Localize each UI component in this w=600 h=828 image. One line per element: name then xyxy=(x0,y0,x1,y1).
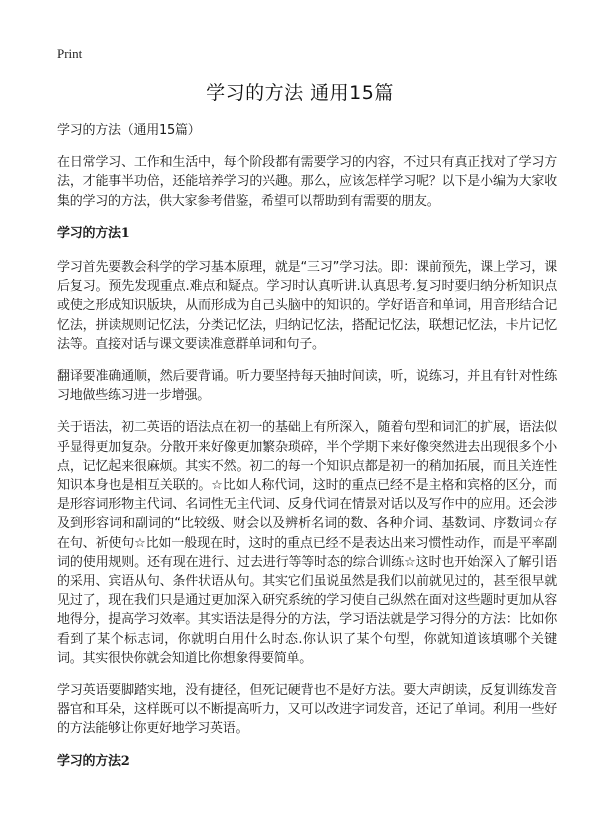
intro-paragraph: 在日常学习、工作和生活中，每个阶段都有需要学习的内容，不过只有真正找对了学习方法，才能事半功倍，还能培养学习的兴趣。那么，应该怎样学习呢？以下是小编为大家收集的学习的方法，供大家参考借鉴，希望可以帮助到有需要的朋友。 xyxy=(57,155,557,209)
article-subtitle: 学习的方法（通用15篇） xyxy=(57,123,201,138)
section-1-paragraph-4: 学习英语要脚踏实地，没有捷径，但死记硬背也不是好方法。要大声朗读，反复训练发音器官和耳朵，这样既可以不断提高听力，又可以改进字词发音，还记了单词。利用一些好的方法能够让你更好地学习英语。 xyxy=(57,683,557,737)
page-title: 学习的方法 通用15篇 xyxy=(206,82,394,104)
section-1-paragraph-3: 关于语法，初二英语的语法点在初一的基础上有所深入，随着句型和词汇的扩展，语法似乎显得更加复杂。分散开来好像更加繁杂琐碎，半个学期下来好像突然进去出现很多个小点，记忆起来很麻烦。其实不然。初二的每一个知识点都是初一的稍加拓展，而且关连性知识本身也是相互关联的。☆比如人称代词，这时的重点已经不是主格和宾格的区分，而是形容词形物主代词、名词性无主代词、反身代词在情景对话以及写作中的应用。还会涉及到形容词和副词的“比较级、财会以及辨析名词的数、各种介词、基数词、序数词☆存在句、祈使句☆比如一般现在时，这时的重点已经不是表达出来习惯性动作，而是平率副词的使用规则。还有现在进行、过去进行等等时态的综合训练☆这时也开始深入了解引语的采用、宾语从句、条件状语从句。其实它们虽说虽然是我们以前就见过的，甚至很早就见过了，现在我们只是通过更加深入研究系统的学习使自己纵然在面对这些题时更加从容地得分，提高学习效率。其实语法是得分的方法，学习语法就是学习得分的方法：比如你看到了某个标志词，你就明白用什么时态.你认识了某个句型，你就知道该填哪个关键词。其实很快你就会知道比你想象得要简单。 xyxy=(57,420,557,666)
section-1-paragraph-1: 学习首先要教会科学的学习基本原理，就是“三习”学习法。即：课前预先，课上学习，课后复习。预先发现重点.难点和疑点。学习时认真听讲.认真思考.复习时要归纳分析知识点或使之形成知识版块，从而形成为自己头脑中的知识的。学好语音和单词，用音形结合记忆法，拼读规则记忆法，分类记忆法，归纳记忆法，搭配记忆法，联想记忆法，卡片记忆法等。直接对话与课文要读准意群单词和句子。 xyxy=(57,260,557,352)
section-1-paragraph-2: 翻译要准确通顺，然后要背诵。听力要坚持每天抽时间读，听，说练习，并且有针对性练习地做些练习进一步增强。 xyxy=(57,369,557,404)
article-body xyxy=(57,121,557,786)
section-heading-2: 学习的方法2 xyxy=(57,753,130,769)
section-heading-1: 学习的方法1 xyxy=(57,225,130,241)
print-link[interactable]: Print xyxy=(57,46,83,61)
